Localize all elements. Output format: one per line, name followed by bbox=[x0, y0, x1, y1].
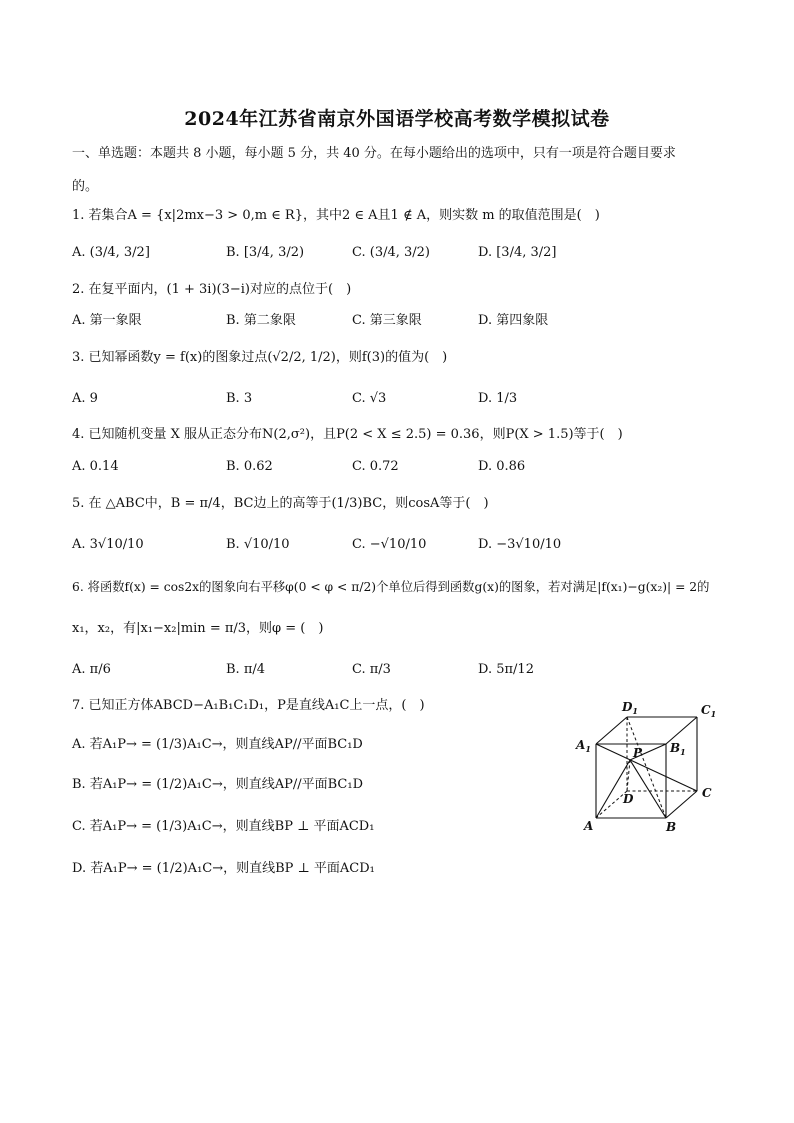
label-c1: $C_1$ bbox=[701, 703, 717, 719]
segment-p-a bbox=[596, 760, 630, 818]
question-3-option-b: B. 3 bbox=[226, 391, 253, 406]
question-7-option-a: A. 若A₁P→ = (1/3)A₁C→，则直线AP//平面BC₁D bbox=[72, 737, 363, 752]
label-b: B bbox=[666, 820, 677, 834]
label-b1: $B_1$ bbox=[670, 741, 686, 757]
question-2-option-d: D. 第四象限 bbox=[478, 313, 549, 328]
question-4-option-b: B. 0.62 bbox=[226, 459, 273, 474]
question-1-option-b: B. [3/4, 3/2) bbox=[226, 245, 305, 260]
label-a1: $A_1$ bbox=[576, 738, 591, 754]
question-1-stem: 1. 若集合A = {x|2mx−3 > 0,m ∈ R}，其中2 ∈ A且1 ∉ A，则实数 m 的取值范围是( ) bbox=[72, 208, 600, 223]
question-5-option-b: B. √10/10 bbox=[226, 537, 290, 552]
question-2-option-c: C. 第三象限 bbox=[352, 313, 422, 328]
label-c: C bbox=[702, 786, 712, 800]
question-4-stem: 4. 已知随机变量 X 服从正态分布N(2,σ²)，且P(2 < X ≤ 2.5) = 0.36，则P(X > 1.5)等于( ) bbox=[72, 427, 623, 442]
question-6-option-d: D. 5π/12 bbox=[478, 662, 534, 677]
question-6-option-c: C. π/3 bbox=[352, 662, 391, 677]
question-5-option-d: D. −3√10/10 bbox=[478, 537, 562, 552]
question-4-option-a: A. 0.14 bbox=[72, 459, 119, 474]
edge-b1-c1 bbox=[666, 717, 697, 744]
question-3-option-c: C. √3 bbox=[352, 391, 387, 406]
question-6-option-b: B. π/4 bbox=[226, 662, 266, 677]
edge-d1-a1 bbox=[596, 717, 627, 744]
question-3-option-d: D. 1/3 bbox=[478, 391, 518, 406]
question-2-option-a: A. 第一象限 bbox=[72, 313, 142, 328]
question-4-option-d: D. 0.86 bbox=[478, 459, 526, 474]
edge-b-c bbox=[666, 791, 697, 818]
section-instructions-cont: 的。 bbox=[72, 179, 99, 194]
question-7-stem: 7. 已知正方体ABCD−A₁B₁C₁D₁，P是直线A₁C上一点，( ) bbox=[72, 698, 425, 713]
label-d1: $D_1$ bbox=[622, 700, 638, 716]
question-5-option-c: C. −√10/10 bbox=[352, 537, 427, 552]
question-6-stem: 6. 将函数f(x) = cos2x的图象向右平移φ(0 < φ < π/2)个单位后得到函数g(x)的图象，若对满足|f(x₁)−g(x₂)| = 2的 bbox=[72, 580, 710, 594]
question-7-option-b: B. 若A₁P→ = (1/2)A₁C→，则直线AP//平面BC₁D bbox=[72, 777, 363, 792]
label-p: P bbox=[633, 746, 643, 760]
question-5-stem: 5. 在 △ABC中，B = π/4，BC边上的高等于(1/3)BC，则cosA等于( ) bbox=[72, 496, 489, 511]
question-4-option-c: C. 0.72 bbox=[352, 459, 399, 474]
question-7-option-d: D. 若A₁P→ = (1/2)A₁C→，则直线BP ⊥ 平面ACD₁ bbox=[72, 861, 375, 876]
question-3-stem: 3. 已知幂函数y = f(x)的图象过点(√2/2, 1/2)，则f(3)的值为( ) bbox=[72, 350, 448, 365]
question-2-option-b: B. 第二象限 bbox=[226, 313, 296, 328]
section-instructions: 一、单选题：本题共 8 小题，每小题 5 分，共 40 分。在每小题给出的选项中，只有一项是符合题目要求 bbox=[72, 146, 676, 161]
label-d: D bbox=[623, 792, 634, 806]
question-3-option-a: A. 9 bbox=[72, 391, 98, 406]
question-1-option-c: C. (3/4, 3/2) bbox=[352, 245, 430, 260]
question-1-option-a: A. (3/4, 3/2] bbox=[72, 245, 150, 260]
cube-figure bbox=[570, 697, 730, 847]
question-6-option-a: A. π/6 bbox=[72, 662, 111, 677]
question-7-option-c: C. 若A₁P→ = (1/3)A₁C→，则直线BP ⊥ 平面ACD₁ bbox=[72, 819, 375, 834]
cube-solid-edges bbox=[596, 717, 697, 818]
page-title: 2024年江苏省南京外国语学校高考数学模拟试卷 bbox=[184, 108, 610, 130]
question-1-option-d: D. [3/4, 3/2] bbox=[478, 245, 557, 260]
question-2-stem: 2. 在复平面内，(1 + 3i)(3−i)对应的点位于( ) bbox=[72, 282, 352, 297]
question-6-stem-cont: x₁，x₂，有|x₁−x₂|min = π/3，则φ = ( ) bbox=[72, 621, 324, 636]
question-5-option-a: A. 3√10/10 bbox=[72, 537, 144, 552]
label-a: A bbox=[584, 819, 594, 833]
